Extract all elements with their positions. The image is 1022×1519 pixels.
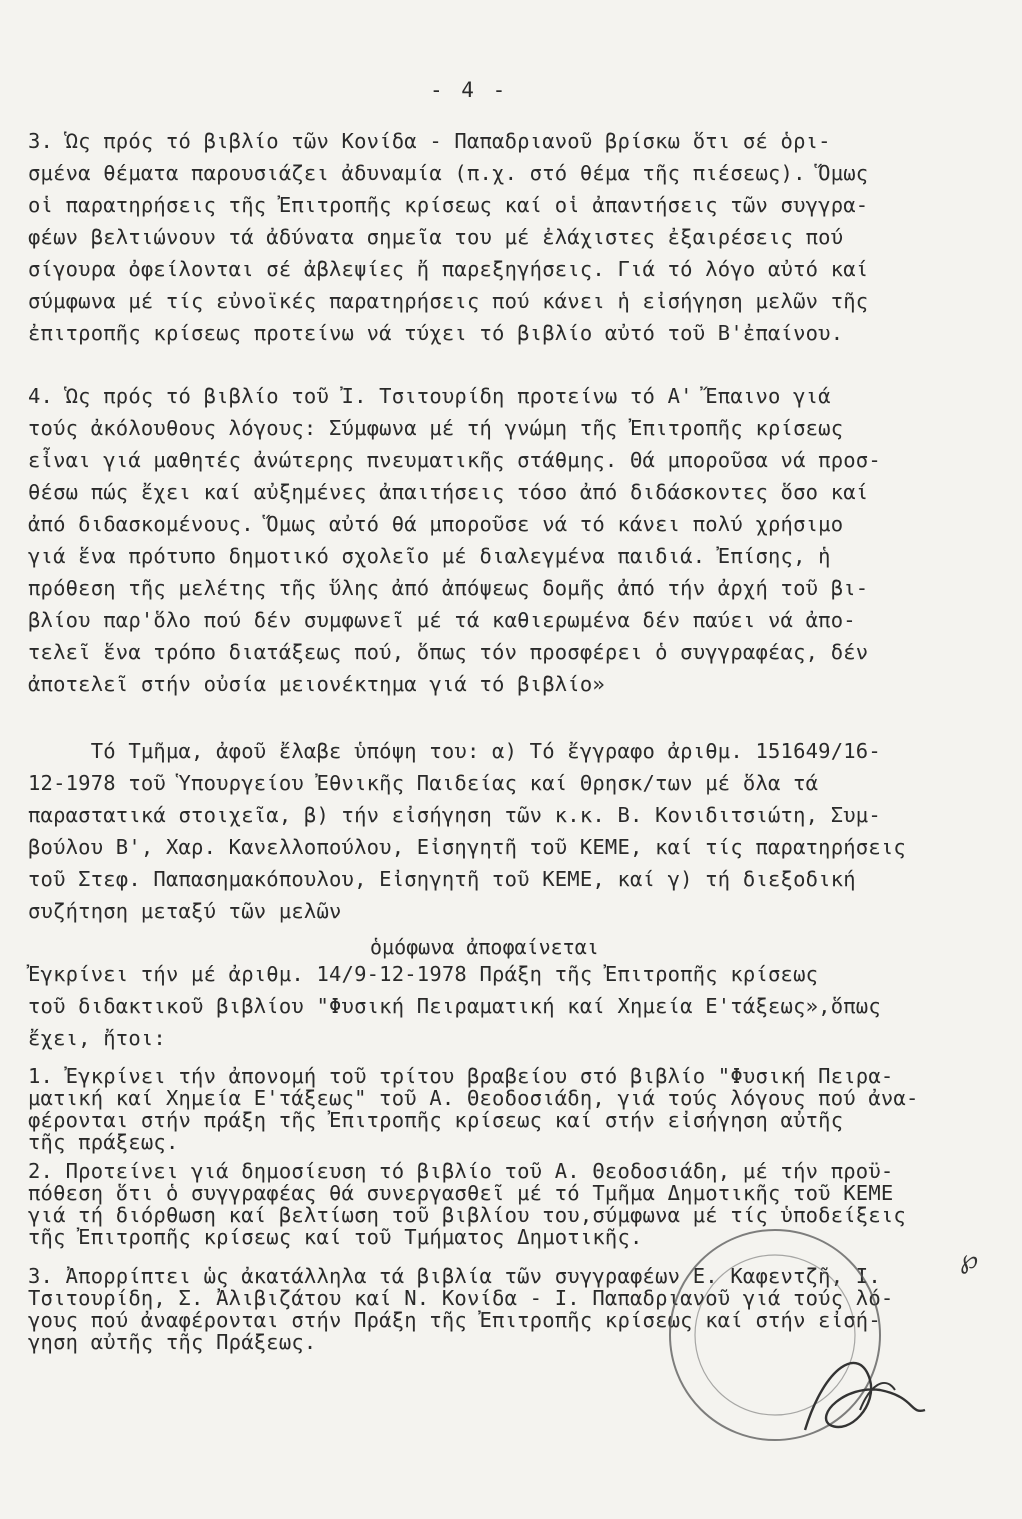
text-line: βλίου παρ'ὅλο πού δέν συμφωνεῖ μέ τά καθιερωμένα δέν παύει νά ἀπο- (28, 608, 856, 632)
text-line: σμένα θέματα παρουσιάζει ἀδυναμία (π.χ. στό θέμα τῆς πιέσεως). Ὅμως (28, 161, 869, 185)
department-paragraph (28, 735, 998, 927)
text-line: Ἐγκρίνει τήν μέ ἀριθμ. 14/9-12-1978 Πράξη τῆς Ἐπιτροπῆς κρίσεως (28, 962, 819, 986)
text-line: τελεῖ ἕνα τρόπο διατάξεως πού, ὅπως τόν προσφέρει ὁ συγγραφέας, δέν (28, 640, 869, 664)
official-seal-and-signature (655, 1215, 955, 1515)
text-line: γους πού ἀναφέρονται στήν Πράξη τῆς Ἐπιτροπῆς κρίσεως καί στήν εἰσή- (28, 1308, 881, 1332)
text-line: 2. Προτείνει γιά δημοσίευση τό βιβλίο τοῦ Α. Θεοδοσιάδη, μέ τήν προϋ- (28, 1159, 894, 1183)
text-line: 3. Ὡς πρός τό βιβλίο τῶν Κονίδα - Παπαδριανοῦ βρίσκω ὅτι σέ ὁρι- (28, 129, 831, 153)
text-line: ἀποτελεῖ στήν οὐσία μειονέκτημα γιά τό βιβλίο» (28, 672, 605, 696)
text-line: τοῦ Στεφ. Παπασημακόπουλου, Εἰσηγητῆ τοῦ ΚΕΜΕ, καί γ) τή διεξοδική (28, 867, 856, 891)
text-line: συζήτηση μεταξύ τῶν μελῶν (28, 899, 342, 923)
text-line: γιά τή διόρθωση καί βελτίωση τοῦ βιβλίου του,σύμφωνα μέ τίς ὑποδείξεις (28, 1203, 906, 1227)
text-line: θέσω πώς ἔχει καί αὐξημένες ἀπαιτήσεις τόσο ἀπό διδάσκοντες ὅσο καί (28, 480, 869, 504)
text-line: ματική καί Χημεία Ε'τάξεως" τοῦ Α. Θεοδοσιάδη, γιά τούς λόγους πού ἀνα- (28, 1086, 919, 1110)
margin-initials: ℘ (960, 1245, 979, 1275)
decision-heading: ὁμόφωνα ἀποφαίνεται (370, 935, 599, 959)
text-line: παραστατικά στοιχεῖα, β) τήν εἰσήγηση τῶν κ.κ. Β. Κονιδιτσιώτη, Συμ- (28, 803, 881, 827)
text-line: πρόθεση τῆς μελέτης τῆς ὕλης ἀπό ἀπόψεως δομῆς ἀπό τήν ἀρχή τοῦ βι- (28, 576, 869, 600)
text-line: βούλου Β', Χαρ. Κανελλοπούλου, Εἰσηγητῆ τοῦ ΚΕΜΕ, καί τίς παρατηρήσεις (28, 835, 906, 859)
text-line: σύμφωνα μέ τίς εὐνοϊκές παρατηρήσεις πού κάνει ἡ εἰσήγηση μελῶν τῆς (28, 289, 869, 313)
page-number: - 4 - (430, 78, 509, 102)
text-line: τούς ἀκόλουθους λόγους: Σύμφωνα μέ τή γνώμη τῆς Ἐπιτροπῆς κρίσεως (28, 416, 844, 440)
decision-item-1 (28, 1065, 998, 1153)
text-line: Τσιτουρίδη, Σ. Ἀλιβιζάτου καί Ν. Κονίδα - Ι. Παπαδριανοῦ γιά τούς λό- (28, 1286, 894, 1310)
text-line: φέων βελτιώνουν τά ἀδύνατα σημεῖα του μέ ἐλάχιστες ἐξαιρέσεις πού (28, 225, 844, 249)
text-line: 3. Ἀπορρίπτει ὡς ἀκατάλληλα τά βιβλία τῶν συγγραφέων Ε. Καφεντζῆ, Ι. (28, 1264, 881, 1288)
text-line: 1. Ἐγκρίνει τήν ἀπονομή τοῦ τρίτου βραβείου στό βιβλίο "Φυσική Πειρα- (28, 1064, 894, 1088)
text-line: τῆς Ἐπιτροπῆς κρίσεως καί τοῦ Τμήματος Δημοτικῆς. (28, 1225, 643, 1249)
text-line: γηση αὐτῆς τῆς Πράξεως. (28, 1330, 317, 1354)
text-line: Τό Τμῆμα, ἀφοῦ ἔλαβε ὑπόψη του: α) Τό ἔγγραφο ἀριθμ. 151649/16- (28, 739, 881, 763)
text-line: πόθεση ὅτι ὁ συγγραφέας θά συνεργασθεῖ μέ τό Τμῆμα Δημοτικῆς τοῦ ΚΕΜΕ (28, 1181, 894, 1205)
text-line: φέρονται στήν πράξη τῆς Ἐπιτροπῆς κρίσεως καί στήν εἰσήγηση αὐτῆς (28, 1108, 844, 1132)
text-line: ἔχει, ἤτοι: (28, 1026, 166, 1050)
text-line: ἐπιτροπῆς κρίσεως προτείνω νά τύχει τό βιβλίο αὐτό τοῦ Β'ἐπαίνου. (28, 321, 844, 345)
text-line: 4. Ὡς πρός τό βιβλίο τοῦ Ἰ. Τσιτουρίδη προτείνω τό Α' Ἔπαινο γιά (28, 384, 831, 408)
text-line: τοῦ διδακτικοῦ βιβλίου "Φυσική Πειραματική καί Χημεία Ε'τάξεως»,ὅπως (28, 994, 881, 1018)
text-line: εἶναι γιά μαθητές ἀνώτερης πνευματικῆς στάθμης. Θά μποροῦσα νά προσ- (28, 448, 881, 472)
text-line: οἱ παρατηρήσεις τῆς Ἐπιτροπῆς κρίσεως καί οἱ ἀπαντήσεις τῶν συγγρα- (28, 193, 869, 217)
text-line: 12-1978 τοῦ Ὑπουργείου Ἐθνικῆς Παιδείας καί Θρησκ/των μέ ὅλα τά (28, 771, 819, 795)
text-line: γιά ἕνα πρότυπο δημοτικό σχολεῖο μέ διαλεγμένα παιδιά. Ἐπίσης, ἡ (28, 544, 831, 568)
section-3-paragraph (28, 125, 998, 349)
approval-paragraph (28, 958, 998, 1054)
section-4-paragraph (28, 380, 998, 700)
text-line: τῆς πράξεως. (28, 1130, 179, 1154)
text-line: ἀπό διδασκομένους. Ὅμως αὐτό θά μποροῦσε νά τό κάνει πολύ χρήσιμο (28, 512, 844, 536)
text-line: σίγουρα ὀφείλονται σέ ἀβλεψίες ἤ παρεξηγήσεις. Γιά τό λόγο αὐτό καί (28, 257, 869, 281)
